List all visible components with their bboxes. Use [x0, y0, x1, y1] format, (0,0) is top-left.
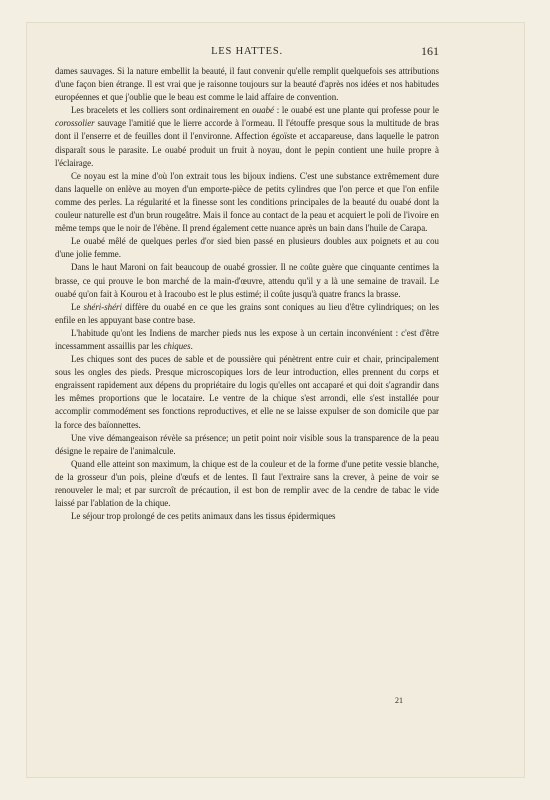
- paragraph: [55, 458, 439, 510]
- text-run: Quand elle atteint son maximum, la chique est de la couleur et de la forme d'une petite vessie blanche, de la grosseur d'un pois, pleine d'œufs et de lentes. Il faut l'extraire sans la crever, à peine de voir se renouveler le mal; et par surcroît de précaution, il est bon de remplir avec de la cendre de tabac le vide laissé par l'ablation de la chique.: [55, 458, 439, 509]
- text-run: Les bracelets et les colliers sont ordinairement en: [71, 105, 253, 116]
- text-run: Dans le haut Maroni on fait beaucoup de ouabé grossier. Il ne coûte guère que cinquante centimes la brasse, ce qui prouve le bon marché de la main-d'œuvre, attendu qu'il y a là une semaine de travail. Le ouabé qu'on fait à Kourou et à Iracoubo est le plus estimé; il coûte jusqu'à quatre francs la brasse.: [55, 262, 439, 299]
- paragraph: [55, 65, 439, 104]
- running-title: LES HATTES.: [211, 46, 283, 57]
- text-run: Une vive démangeaison révèle sa présence; un petit point noir visible sous la transparence de la peau désigne le repaire de l'animalcule.: [55, 432, 439, 456]
- paragraph: [55, 235, 439, 261]
- text-run: .: [190, 340, 193, 351]
- paragraph: [55, 104, 439, 169]
- text-run: Les chiques sont des puces de sable et de poussière qui pénètrent entre cuir et chair, principalement sous les ongles des pieds. Presque microscopiques lors de leur introduction, elles prennent du corps et engraissent rapidement aux dépens du propriétaire du logis qu'elles ont accaparé et qui doit s'agrandir dans les mêmes proportions que le locataire. Le ventre de la chique s'est arrondi, elle s'est installée pour accomplir commodément ses fonctions reproductives, et elle ne se laisse expulser de son domicile que par la force des baïonnettes.: [55, 354, 439, 430]
- italic-term: chiques: [163, 340, 191, 351]
- paragraph: [55, 261, 439, 300]
- text-run: Le séjour trop prolongé de ces petits animaux dans les tissus épidermiques: [71, 511, 336, 522]
- page-body-text: [55, 65, 439, 523]
- text-run: : le ouabé est une plante qui professe pour le: [274, 105, 440, 116]
- paragraph: [55, 353, 439, 432]
- paragraph: [55, 432, 439, 458]
- text-run: dames sauvages. Si la nature embellit la beauté, il faut convenir qu'elle remplit quelquefois ses attributions d'une façon bien étrange. Il est vrai que je raisonne toujours sur la beauté d'après nos idées et nos habitudes européennes et que j'oublie que le beau est comme le laid affaire de convention.: [55, 66, 439, 103]
- text-run: L'habitude qu'ont les Indiens de marcher pieds nus les expose à un certain inconvénient : c'est d'être incessamment assaillis par les: [55, 327, 439, 351]
- text-run: Le: [71, 301, 84, 312]
- text-run: diffère du ouabé en ce que les grains sont coniques au lieu d'être cylindriques; on les enfile en les appuyant base contre base.: [55, 301, 439, 325]
- paragraph: [55, 327, 439, 353]
- italic-term: shéri-shéri: [83, 301, 122, 312]
- text-run: sauvage l'amitié que le lierre accorde à l'ormeau. Il l'étouffe presque sous la multitude de bras dont il l'enserre et de feuilles dont il l'environne. Affection égoïste et accapareuse, dans laquelle le patron disparaît sous le parasite. Le ouabé produit un fruit à noyau, dont le pepin contient une huile propre à l'éclairage.: [55, 118, 439, 168]
- text-run: Ce noyau est la mine d'où l'on extrait tous les bijoux indiens. C'est une substance extrêmement dure dans laquelle on enlève au moyen d'un emporte-pièce de petits cylindres que l'on perce et que l'on enfile comme des perles. La régularité et la finesse sont les conditions principales de la beauté du ouabé dont la couleur naturelle est d'un brun rougeâtre. Mais il fonce au contact de la peau et acquiert le poli de l'ivoire en même temps que le noir de l'ébène. Il prend également cette nuance après un bain dans l'huile de Carapa.: [55, 170, 439, 234]
- italic-term: ouabé: [252, 105, 274, 116]
- page-number: 161: [421, 44, 439, 58]
- paragraph: [55, 301, 439, 327]
- italic-term: corossolier: [55, 118, 95, 129]
- paragraph: [55, 170, 439, 235]
- text-run: Le ouabé mêlé de quelques perles d'or sied bien passé en plusieurs doubles aux poignets et au cou d'une jolie femme.: [55, 236, 439, 260]
- page-header: [55, 46, 439, 60]
- signature-mark: 21: [395, 696, 403, 705]
- paragraph: [55, 510, 439, 523]
